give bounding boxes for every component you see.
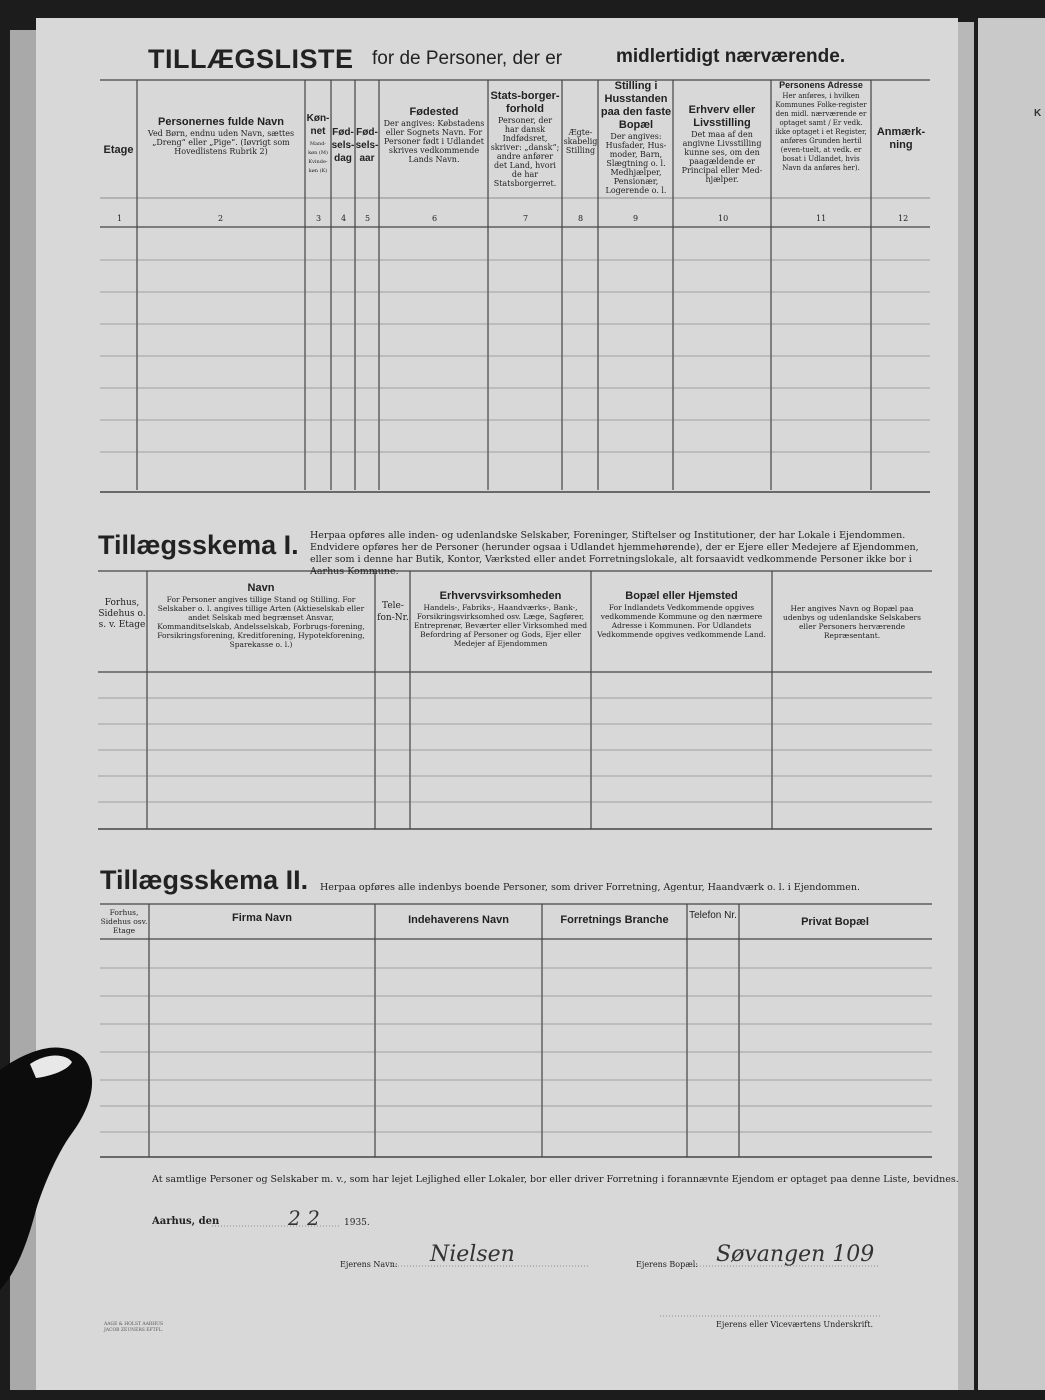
col-header-sex: Køn-net Mand-køn (M) Kvinde-køn (K)	[306, 113, 330, 174]
col-header-remarks: Anmærk-ning	[876, 126, 926, 151]
col-header-birthyear: Fød-sels-aar	[355, 127, 379, 164]
col-number: 3	[316, 214, 322, 223]
skema2-title: Tillægsskema II.	[100, 865, 309, 895]
col-header-address: Personens Adresse Her anføres, i hvilken Kommunes Folke-register den midl. nærværende er optaget samt / Er vedk. ikke optaget i et Register, anføres Grunden hertil (even-tuelt, at vedk. er bosat i Udlandet, hvis Navn da anføres her).	[775, 80, 867, 172]
thumb-overlay	[0, 1040, 95, 1290]
signature-label: Ejerens eller Viceværtens Underskrift.	[716, 1320, 874, 1329]
main-title-emphasis: midlertidigt nærværende.	[616, 46, 846, 67]
owner-address-handwritten: Søvangen 109	[716, 1242, 875, 1267]
col-number: 4	[341, 214, 347, 223]
col-number: 1	[117, 214, 123, 223]
col-header-household: Stilling i Husstanden paa den faste Bopæl Der angives: Husfader, Hus-moder, Barn, Slægtning o. l. Medhjælper, Pensionær, Logerende o. l.	[600, 80, 672, 195]
declaration: At samtlige Personer og Selskaber m. v., som har lejet Lejlighed eller Lokaler, bor eller driver Forretning i forannævnte Ejendom er optaget paa denne Liste, bevidnes.	[152, 1174, 959, 1185]
col-header-birthday: Fød-sels-dag	[331, 127, 355, 164]
skema2-description: Herpaa opføres alle indenbys boende Personer, som driver Forretning, Agentur, Haandværk o. l. i Ejendommen.	[320, 882, 860, 893]
col-number: 12	[898, 214, 909, 223]
s1-col-header-business: Erhvervsvirksomheden Handels-, Fabriks-, Haandværks-, Bank-, Forsikringsvirksomhed osv. Læge, Sagfører, Entreprenør, Beværter eller Virksomhed med Befordring af Personer og Gods, Ejer eller Medejer af Ejendommen	[413, 590, 588, 648]
s2-col-header-private-address: Privat Bopæl	[801, 916, 869, 928]
next-page-mark: K	[1034, 108, 1042, 119]
owner-address-label: Ejerens Bopæl:	[636, 1260, 699, 1269]
main-title-continuation: for de Personer, der er	[372, 48, 563, 69]
col-header-citizenship: Stats-borger-forhold Personer, der har dansk Indfødsret, skriver: „dansk“; andre anfører det Land, hvori de har Statsborgerret.	[490, 90, 560, 188]
col-number: 10	[718, 214, 729, 223]
col-number: 7	[523, 214, 529, 223]
col-header-birthplace: Fødested Der angives: Købstadens eller Sognets Navn. For Personer født i Udlandet skrives vedkommende Lands Navn.	[383, 106, 485, 164]
s2-col-header-firm: Firma Navn	[232, 912, 292, 924]
owner-name-handwritten: Nielsen	[430, 1242, 515, 1267]
col-header-occupation: Erhverv eller Livsstilling Det maa af den angivne Livsstilling kunne ses, om den paagældende er Principal eller Med-hjælper.	[681, 104, 763, 184]
year: 1935.	[344, 1218, 370, 1228]
col-header-etage: Etage	[103, 144, 134, 156]
s1-col-header-name: Navn For Personer angives tillige Stand og Stilling. For Selskaber o. l. angives tillige Arten (Aktieselskab eller andet Selskab med begrænset Ansvar, Kommanditselskab, Andelsselskab, Forbrugs-forening, Forsikringsforening, Kreditforening, Hypotekforening, Sparekasse o. l.)	[157, 582, 365, 649]
place-label: Aarhus, den	[152, 1216, 220, 1227]
s1-col-header-residence: Bopæl eller Hjemsted For Indlandets Vedkommende opgives vedkommende Kommune og den nærmere Adresse i Kommunen. For Udlandets Vedkommende opgives vedkommende Land.	[597, 590, 766, 639]
main-title: TILLÆGSLISTE	[148, 44, 354, 74]
date-handwritten: 2 2	[288, 1206, 320, 1230]
col-number: 8	[578, 214, 584, 223]
skema1-title: Tillægsskema I.	[98, 530, 299, 560]
s1-col-header-floor: Forhus, Sidehus o. s. v. Etage	[98, 598, 146, 630]
owner-name-label: Ejerens Navn:	[340, 1260, 398, 1269]
s2-col-header-phone: Telefon Nr.	[689, 910, 737, 921]
s1-col-header-representative: Her angives Navn og Bopæl paa udenbys og udenlandske Selskabers eller Personers herværende Repræsentant.	[782, 604, 921, 640]
s1-col-header-phone: Tele-fon-Nr.	[377, 601, 409, 623]
col-number: 2	[218, 214, 224, 223]
s2-col-header-floor: Forhus, Sidehus osv. Etage	[100, 908, 148, 935]
col-number: 11	[816, 214, 827, 223]
col-number: 9	[633, 214, 639, 223]
skema1-description: Herpaa opføres alle inden- og udenlandske Selskaber, Foreninger, Stiftelser og Institutioner, der har Lokale i Ejendommen. Endvidere opføres her de Personer (herunder ogsaa i Udlandet hjemmehørende), der er Ejere eller Medejere af Ejendommen, eller som i denne har Butik, Kontor, Værksted eller andet Forretningslokale, alt forsaavidt vedkommende Personer ikke bor i Aarhus Kommune.	[310, 530, 919, 577]
col-number: 5	[365, 214, 371, 223]
col-header-marital: Ægte-skabelig Stilling	[563, 128, 598, 155]
s2-col-header-branch: Forretnings Branche	[560, 914, 669, 926]
s2-col-header-owner: Indehaverens Navn	[408, 914, 509, 926]
printer-mark: AAGE & HOLST AARHUS JACOB ZEUNERS EFTFL.	[104, 1322, 164, 1333]
col-number: 6	[432, 214, 438, 223]
col-header-name: Personernes fulde Navn Ved Børn, endnu uden Navn, sættes „Dreng“ eller „Pige“. (Iøvrigt som Hovedlistens Rubrik 2)	[147, 116, 295, 156]
